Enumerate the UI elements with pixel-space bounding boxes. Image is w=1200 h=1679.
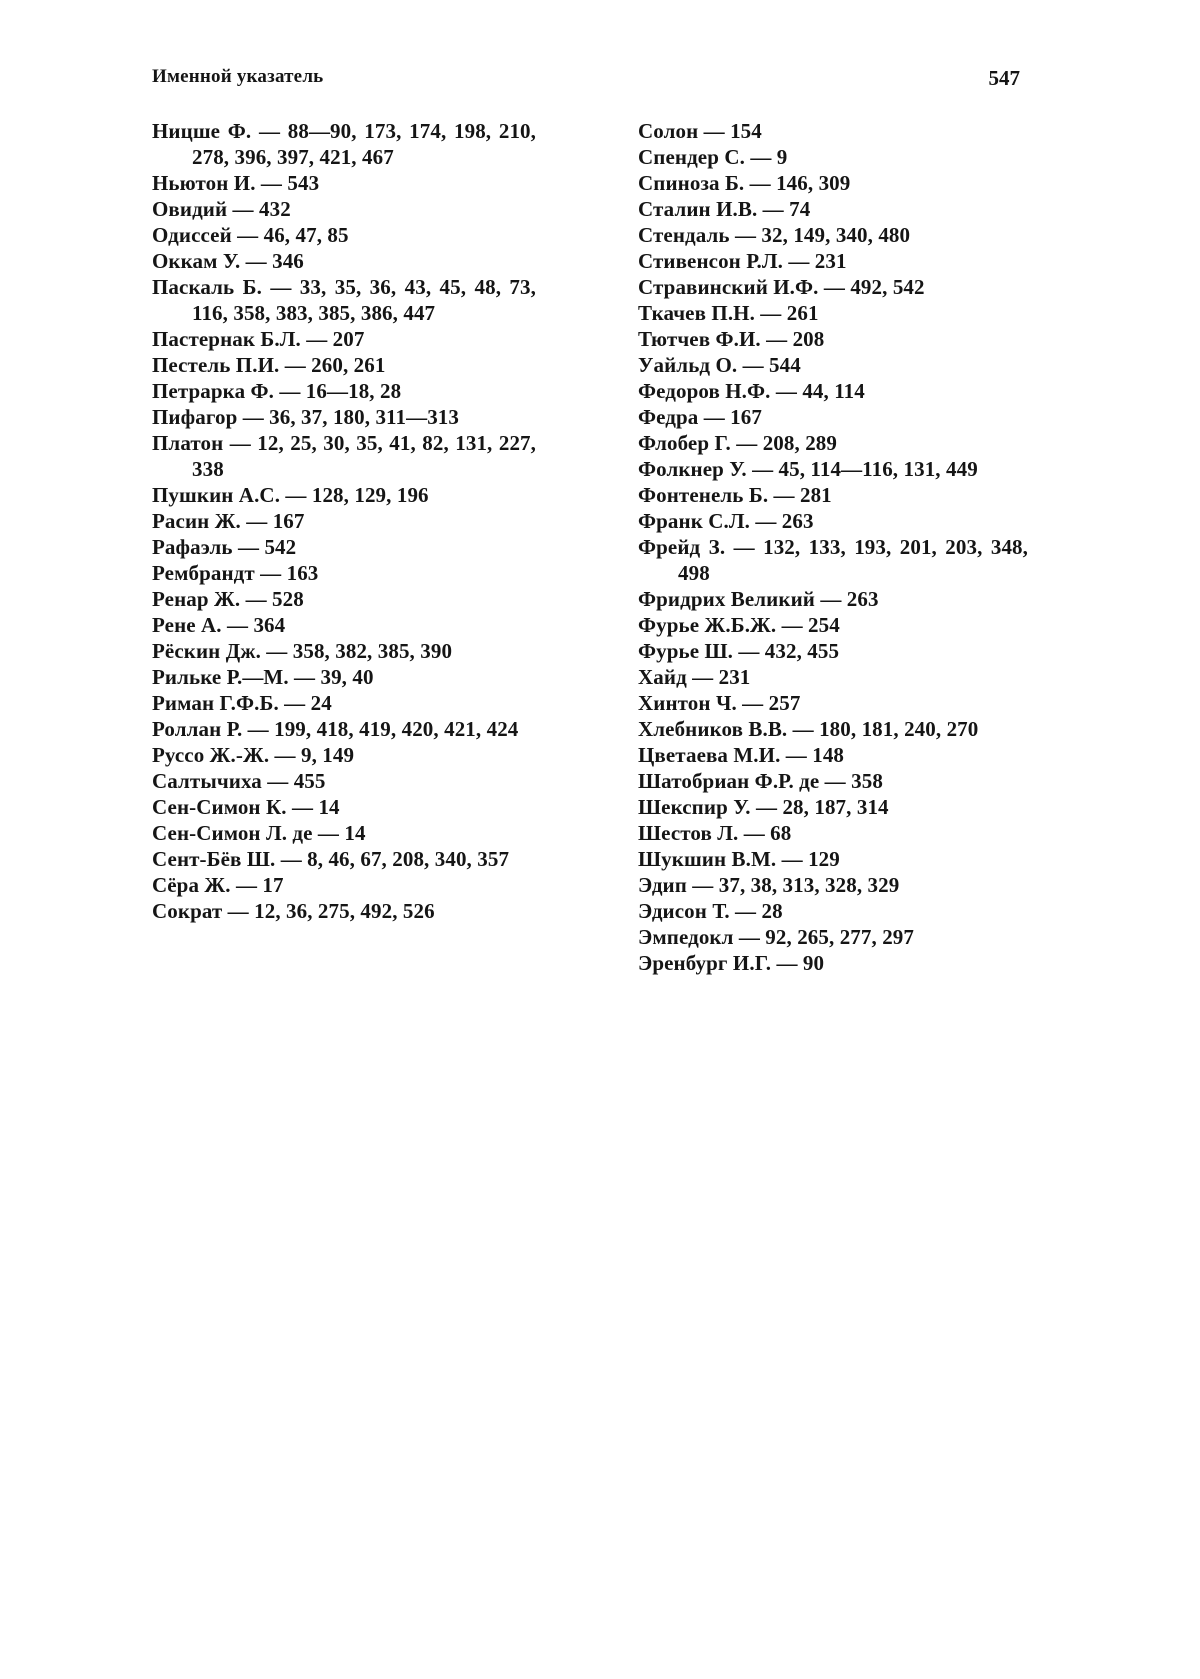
index-entry: Фолкнер У. — 45, 114—116, 131, 449 <box>638 457 978 481</box>
index-entry: Пушкин А.С. — 128, 129, 196 <box>152 483 429 507</box>
index-entry: Уайльд О. — 544 <box>638 353 801 377</box>
index-entry: Фурье Ш. — 432, 455 <box>638 639 840 663</box>
index-entry: Сен-Симон К. — 14 <box>152 795 340 819</box>
index-entry: Солон — 154 <box>638 119 762 143</box>
index-entry: Сент-Бёв Ш. — 8, 46, 67, 208, 340, 357 <box>152 847 510 871</box>
index-entry: Расин Ж. — 167 <box>152 509 305 533</box>
index-entry: Оккам У. — 346 <box>152 249 304 273</box>
index-entry: Федра — 167 <box>638 405 762 429</box>
index-entry: Эдип — 37, 38, 313, 328, 329 <box>638 873 900 897</box>
index-entry: Хлебников В.В. — 180, 181, 240, 270 <box>638 717 979 741</box>
index-entry: Стендаль — 32, 149, 340, 480 <box>638 223 911 247</box>
index-entry: Петрарка Ф. — 16—18, 28 <box>152 379 402 403</box>
index-entry: Рембрандт — 163 <box>152 561 319 585</box>
index-entry: Хайд — 231 <box>638 665 751 689</box>
index-entry: Фрейд З. — 132, 133, 193, 201, 203, 348, 498 <box>638 535 1028 585</box>
index-entry: Эмпедокл — 92, 265, 277, 297 <box>638 925 914 949</box>
index-entry: Овидий — 432 <box>152 197 291 221</box>
index-entry: Тютчев Ф.И. — 208 <box>638 327 825 351</box>
index-column-left <box>152 118 536 924</box>
index-entry: Сёра Ж. — 17 <box>152 873 284 897</box>
page-number: 547 <box>988 66 1020 90</box>
index-entry: Шукшин В.М. — 129 <box>638 847 840 871</box>
index-entry: Спендер С. — 9 <box>638 145 788 169</box>
index-entry: Цветаева М.И. — 148 <box>638 743 845 767</box>
index-entry: Риман Г.Ф.Б. — 24 <box>152 691 332 715</box>
index-entry: Рёскин Дж. — 358, 382, 385, 390 <box>152 639 453 663</box>
index-entry: Федоров Н.Ф. — 44, 114 <box>638 379 865 403</box>
index-entry: Фурье Ж.Б.Ж. — 254 <box>638 613 840 637</box>
index-entry: Пифагор — 36, 37, 180, 311—313 <box>152 405 459 429</box>
index-entry: Стравинский И.Ф. — 492, 542 <box>638 275 925 299</box>
index-entry: Рильке Р.—М. — 39, 40 <box>152 665 374 689</box>
index-entry: Шатобриан Ф.Р. де — 358 <box>638 769 883 793</box>
index-entry: Паскаль Б. — 33, 35, 36, 43, 45, 48, 73, 116, 358, 383, 385, 386, 447 <box>152 275 536 325</box>
index-entry: Ренар Ж. — 528 <box>152 587 304 611</box>
index-entry: Ницше Ф. — 88—90, 173, 174, 198, 210, 278, 396, 397, 421, 467 <box>152 119 536 169</box>
index-entry: Эренбург И.Г. — 90 <box>638 951 825 975</box>
index-entry: Франк С.Л. — 263 <box>638 509 814 533</box>
index-entry: Ньютон И. — 543 <box>152 171 320 195</box>
index-entry: Пестель П.И. — 260, 261 <box>152 353 386 377</box>
index-entry: Рафаэль — 542 <box>152 535 297 559</box>
index-entry: Пастернак Б.Л. — 207 <box>152 327 365 351</box>
index-entry: Роллан Р. — 199, 418, 419, 420, 421, 424 <box>152 717 519 741</box>
index-entry: Руссо Ж.-Ж. — 9, 149 <box>152 743 355 767</box>
index-column-right <box>638 118 1028 976</box>
index-entry: Сен-Симон Л. де — 14 <box>152 821 366 845</box>
index-entry: Шестов Л. — 68 <box>638 821 792 845</box>
index-entry: Салтычиха — 455 <box>152 769 326 793</box>
index-entry: Эдисон Т. — 28 <box>638 899 783 923</box>
index-entry: Платон — 12, 25, 30, 35, 41, 82, 131, 227, 338 <box>152 431 536 481</box>
index-entry: Стивенсон Р.Л. — 231 <box>638 249 847 273</box>
index-entry: Сократ — 12, 36, 275, 492, 526 <box>152 899 435 923</box>
index-entry: Сталин И.В. — 74 <box>638 197 811 221</box>
index-entry: Шекспир У. — 28, 187, 314 <box>638 795 889 819</box>
index-entry: Флобер Г. — 208, 289 <box>638 431 837 455</box>
index-entry: Хинтон Ч. — 257 <box>638 691 801 715</box>
index-entry: Одиссей — 46, 47, 85 <box>152 223 349 247</box>
index-entry: Фонтенель Б. — 281 <box>638 483 832 507</box>
index-entry: Ткачев П.Н. — 261 <box>638 301 819 325</box>
running-head: Именной указатель <box>152 66 324 87</box>
index-entry: Фридрих Великий — 263 <box>638 587 879 611</box>
index-entry: Спиноза Б. — 146, 309 <box>638 171 851 195</box>
index-entry: Рене А. — 364 <box>152 613 286 637</box>
